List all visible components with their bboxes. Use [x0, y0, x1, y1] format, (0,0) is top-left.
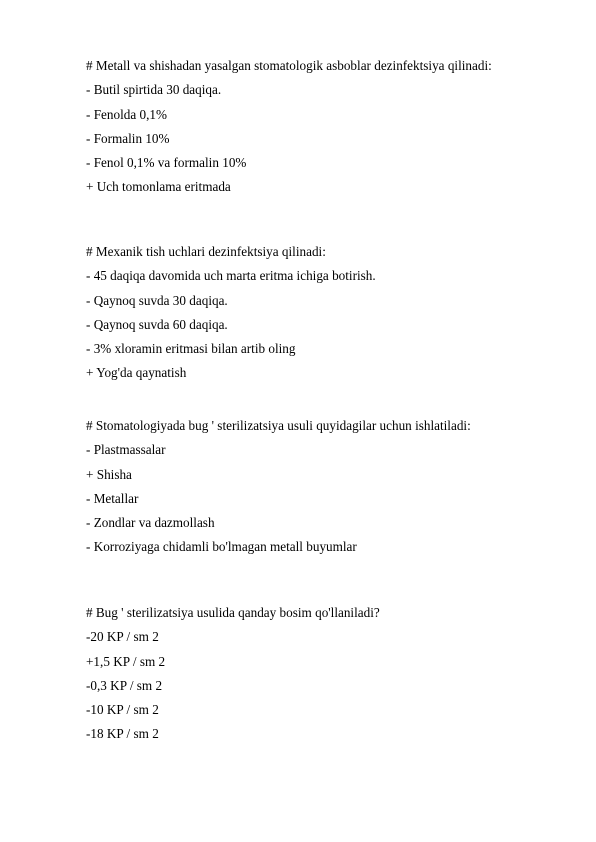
question-block-2: [86, 240, 566, 386]
correct-answer-option: + Uch tomonlama eritmada: [86, 179, 231, 195]
answer-option: - Fenol 0,1% va formalin 10%: [86, 155, 247, 171]
question-text: # Mexanik tish uchlari dezinfektsiya qilinadi:: [86, 244, 326, 259]
answer-option: - Qaynoq suvda 30 daqiqa.: [86, 292, 228, 308]
answer-option: - 45 daqiqa davomida uch marta eritma ichiga botirish.: [86, 268, 376, 284]
answer-option: - Qaynoq suvda 60 daqiqa.: [86, 316, 228, 332]
answer-option: -10 KP / sm 2: [86, 702, 159, 718]
question-text: # Stomatologiyada bug ' sterilizatsiya usuli quyidagilar uchun ishlatiladi:: [86, 418, 471, 433]
answer-option: -0,3 KP / sm 2: [86, 677, 163, 693]
question-block-4: [86, 601, 566, 747]
answer-option: - Zondlar va dazmollash: [86, 515, 215, 531]
question-block-1: [86, 54, 566, 200]
correct-answer-option: +1,5 KP / sm 2: [86, 653, 166, 669]
answer-option: - 3% xloramin eritmasi bilan artib oling: [86, 341, 296, 357]
correct-answer-option: + Shisha: [86, 466, 132, 482]
answer-option: - Formalin 10%: [86, 130, 170, 146]
answer-option: - Metallar: [86, 490, 139, 506]
question-text: # Bug ' sterilizatsiya usulida qanday bosim qo'llaniladi?: [86, 605, 380, 620]
correct-answer-option: + Yog'da qaynatish: [86, 365, 187, 381]
answer-option: - Fenolda 0,1%: [86, 106, 167, 122]
question-text: # Metall va shishadan yasalgan stomatologik asboblar dezinfektsiya qilinadi:: [86, 58, 492, 73]
answer-option: - Butil spirtida 30 daqiqa.: [86, 82, 222, 98]
answer-option: -20 KP / sm 2: [86, 629, 159, 645]
answer-option: - Plastmassalar: [86, 442, 166, 458]
question-block-3: [86, 414, 566, 560]
answer-option: - Korroziyaga chidamli bo'lmagan metall buyumlar: [86, 539, 357, 555]
answer-option: -18 KP / sm 2: [86, 726, 159, 742]
